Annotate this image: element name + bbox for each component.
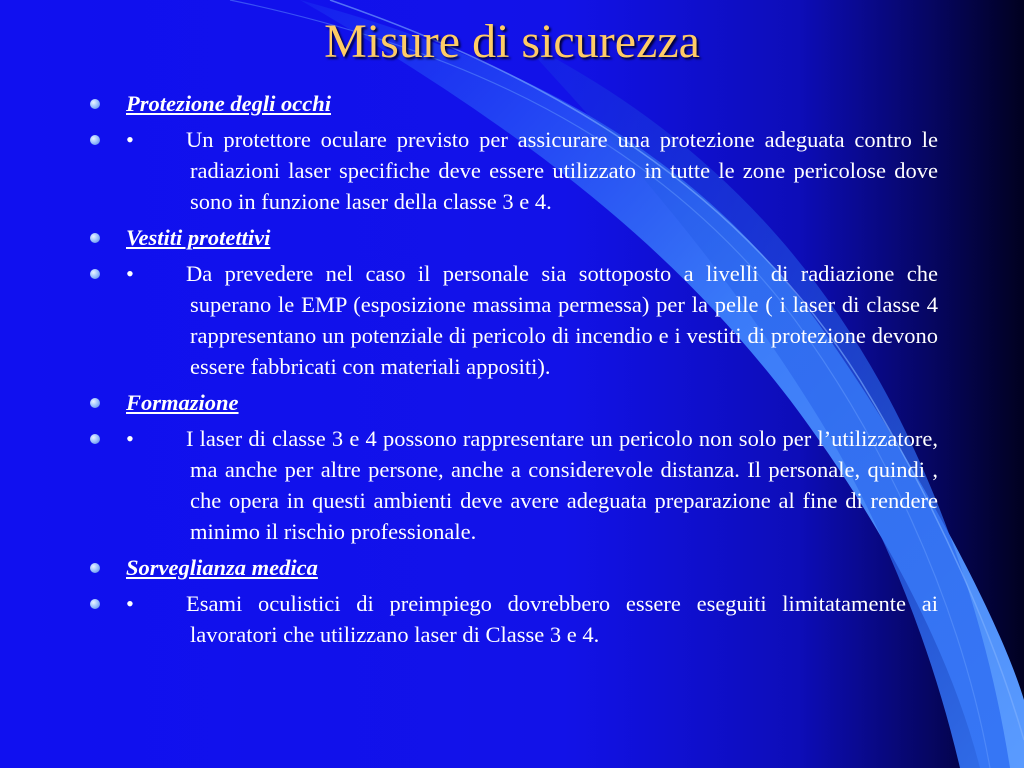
bullet-icon (90, 135, 100, 145)
section-heading-item (88, 88, 938, 119)
section-heading: Protezione degli occhi (126, 91, 331, 116)
section-heading: Formazione (126, 390, 239, 415)
section-text: Esami oculistici di preimpiego dovrebbero essere eseguiti limitatamente ai lavoratori che utilizzano laser di Classe 3 e 4. (186, 591, 938, 647)
section-text: Un protettore oculare previsto per assicurare una protezione adeguata contro le radiazioni laser specifiche deve essere utilizzato in tutte le zone pericolose dove sono in funzione laser della classe 3 e 4. (186, 127, 938, 214)
section-heading-item (88, 222, 938, 253)
section-heading: Vestiti protettivi (126, 225, 271, 250)
section-heading-item (88, 387, 938, 418)
section-text: Da prevedere nel caso il personale sia sottoposto a livelli di radiazione che superano le EMP (esposizione massima permessa) per la pelle ( i laser di classe 4 rappresentano un potenziale di pericolo di incendio e i vestiti di protezione devono essere fabbricati con materiali appositi). (186, 261, 938, 379)
section-heading: Sorveglianza medica (126, 555, 318, 580)
section-paragraph (126, 588, 938, 650)
slide-content (88, 88, 938, 655)
section-paragraph-item (88, 124, 938, 217)
section-paragraph (126, 124, 938, 217)
inline-bullet-symbol: • (126, 127, 134, 152)
inline-bullet-symbol: • (126, 591, 134, 616)
bullet-icon (90, 599, 100, 609)
bullet-icon (90, 99, 100, 109)
inline-bullet-symbol: • (126, 426, 134, 451)
section-paragraph-item (88, 423, 938, 547)
bullet-icon (90, 233, 100, 243)
section-paragraph (126, 423, 938, 547)
section-text: I laser di classe 3 e 4 possono rappresentare un pericolo non solo per l’utilizzatore, ma anche per altre persone, anche a considerevole distanza. Il personale, quindi , che opera in questi ambienti deve avere adeguata preparazione al fine di rendere minimo il rischio professionale. (186, 426, 938, 544)
bullet-icon (90, 563, 100, 573)
bullet-icon (90, 434, 100, 444)
section-heading-item (88, 552, 938, 583)
section-paragraph (126, 258, 938, 382)
section-paragraph-item (88, 588, 938, 650)
bullet-icon (90, 398, 100, 408)
inline-bullet-symbol: • (126, 261, 134, 286)
slide-title: Misure di sicurezza (324, 15, 700, 68)
section-paragraph-item (88, 258, 938, 382)
bullet-icon (90, 269, 100, 279)
